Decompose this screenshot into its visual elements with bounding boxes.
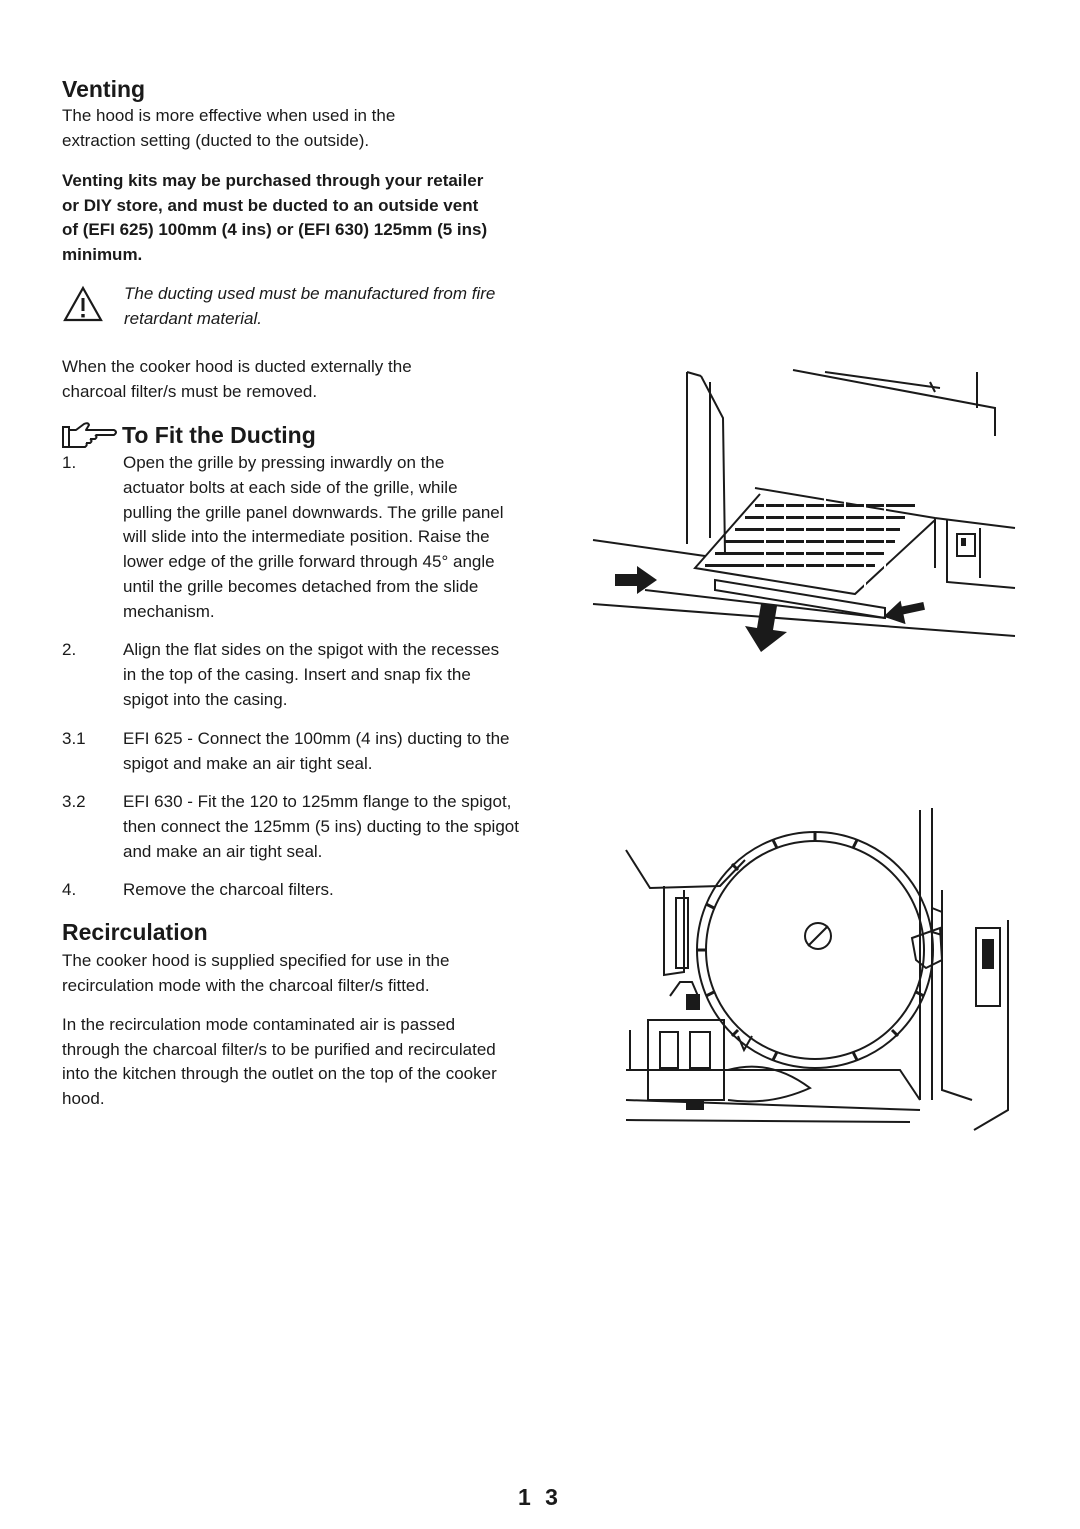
step-text: EFI 630 - Fit the 120 to 125mm flange to the spigot, then connect the 125mm (5 ins) ducting to the spigot and make an air tight seal.: [123, 792, 519, 861]
step-number: 2.: [62, 640, 77, 659]
step-2: [62, 638, 507, 712]
recirculation-text-2: In the recirculation mode contaminated air is passed through the charcoal filter/s to be purified and recirculated into the kitchen through the outlet on the top of the cooker hood.: [62, 1015, 497, 1108]
spigot-fan-illustration: [620, 800, 1015, 1135]
step-text: Align the flat sides on the spigot with the recesses in the top of the casing. Insert and snap fix the spigot into the casing.: [123, 640, 500, 709]
recirculation-heading: Recirculation: [62, 919, 208, 945]
step-number: 1.: [62, 453, 77, 472]
venting-kits-text: Venting kits may be purchased through your retailer or DIY store, and must be ducted to an outside vent of (EFI 625) 100mm (4 ins) or (EFI 630) 125mm (5 ins) minimum.: [62, 171, 488, 264]
venting-kits-note: [62, 169, 492, 267]
recirculation-para-2: [62, 1013, 512, 1111]
step-text: Remove the charcoal filters.: [123, 880, 334, 899]
step-number: 3.1: [62, 729, 86, 748]
grille-removal-illustration: [585, 368, 1025, 658]
ducted-note-text: When the cooker hood is ducted externally the charcoal filter/s must be removed.: [62, 357, 412, 401]
venting-heading: Venting: [62, 76, 146, 102]
step-3-2: [62, 790, 527, 864]
step-3-1: [62, 727, 517, 777]
ducting-heading: To Fit the Ducting: [122, 422, 316, 448]
step-1: [62, 451, 507, 625]
step-4: [62, 878, 532, 903]
pointing-hand-icon: [62, 421, 120, 449]
step-number: 3.2: [62, 792, 86, 811]
step-text: EFI 625 - Connect the 100mm (4 ins) ducting to the spigot and make an air tight seal.: [123, 729, 510, 773]
page-number: 1 3: [518, 1484, 562, 1510]
warning-triangle-icon: [62, 285, 104, 323]
venting-section: [62, 76, 522, 103]
ducting-heading-wrap: [122, 422, 316, 449]
venting-intro-text: The hood is more effective when used in the extraction setting (ducted to the outside).: [62, 106, 396, 150]
recirculation-text-1: The cooker hood is supplied specified for use in the recirculation mode with the charcoal filter/s fitted.: [62, 951, 450, 995]
warning-note: [124, 282, 524, 331]
warning-text: The ducting used must be manufactured from fire retardant material.: [124, 284, 496, 328]
recirculation-section: [62, 919, 522, 946]
step-number: 4.: [62, 880, 77, 899]
venting-intro: [62, 104, 462, 153]
ducted-note: [62, 355, 462, 404]
step-text: Open the grille by pressing inwardly on the actuator bolts at each side of the grille, while pulling the grille panel downwards. The grille panel will slide into the intermediate position. Raise the lower edge of the grille forward through 45° angle until the grille becomes detached from the slide mechanism.: [123, 453, 504, 621]
recirculation-para-1: [62, 949, 507, 998]
